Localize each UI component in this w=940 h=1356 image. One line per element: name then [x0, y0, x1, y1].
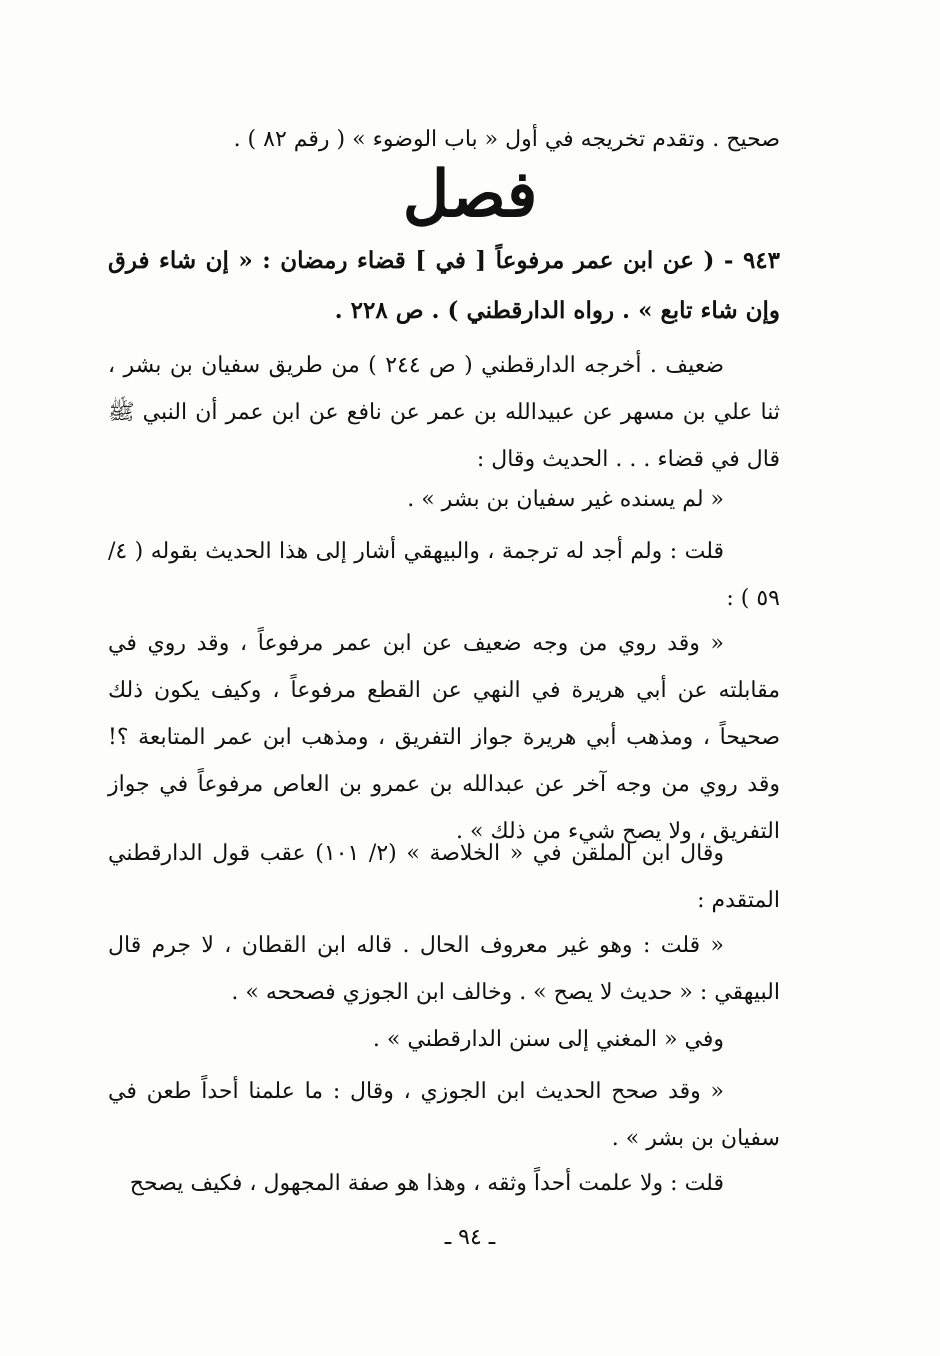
paragraph-ibn-mulaqqin: وقال ابن الملقن في « الخلاصة » (٢/ ١٠١) عقب قول الدارقطني المتقدم :	[108, 841, 780, 913]
paragraph-note-1: قلت : ولم أجد له ترجمة ، والبيهقي أشار إلى هذا الحديث بقوله ( ٤/ ٥٩ ) :	[108, 539, 780, 611]
paragraph-quote-3: « وقد صحح الحديث ابن الجوزي ، وقال : ما علمنا أحداً طعن في سفيان بن بشر » .	[108, 1079, 780, 1151]
paragraph-mughni: وفي « المغني إلى سنن الدارقطني » .	[372, 1027, 724, 1052]
paragraph-quote-2: « قلت : وهو غير معروف الحال . قاله ابن القطان ، لا جرم قال البيهقي : « حديث لا يصح » . وخالف ابن الجوزي فصححه » .	[108, 933, 780, 1005]
paragraph-note-2: قلت : ولا علمت أحداً وثقه ، وهذا هو صفة المجهول ، فكيف يصحح	[129, 1171, 724, 1196]
paragraph-quote-bayhaqi: « وقد روي من وجه ضعيف عن ابن عمر مرفوعاً ، وقد روي في مقابلته عن أبي هريرة في النهي عن القطع مرفوعاً ، وكيف يكون ذلك صحيحاً ، ومذهب أبي هريرة جواز التفريق ، ومذهب ابن عمر المتابعة ؟! وقد روي من وجه آخر عن عبدالله بن عمرو بن العاص مرفوعاً في جواز التفريق ، ولا يصح شيء من ذلك » .	[108, 631, 780, 844]
paragraph-grading: ضعيف . أخرجه الدارقطني ( ص ٢٤٤ ) من طريق سفيان بن بشر ، ثنا علي بن مسهر عن عبيدالله بن عمر عن نافع عن ابن عمر أن النبي ﷺ قال في قضاء . . . الحديث وقال :	[108, 353, 780, 472]
hadith-paragraph: ٩٤٣ - ( عن ابن عمر مرفوعاً [ في ] قضاء رمضان : « إن شاء فرق وإن شاء تابع » . رواه الدارقطني ) . ص ٢٢٨ .	[108, 247, 780, 324]
section-heading: فصل	[402, 157, 538, 232]
page-number: ـ ٩٤ ـ	[444, 1225, 496, 1250]
intro-paragraph: صحيح . وتقدم تخريجه في أول « باب الوضوء » ( رقم ٨٢ ) .	[233, 127, 780, 152]
paragraph-quote-1: « لم يسنده غير سفيان بن بشر » .	[407, 487, 724, 512]
